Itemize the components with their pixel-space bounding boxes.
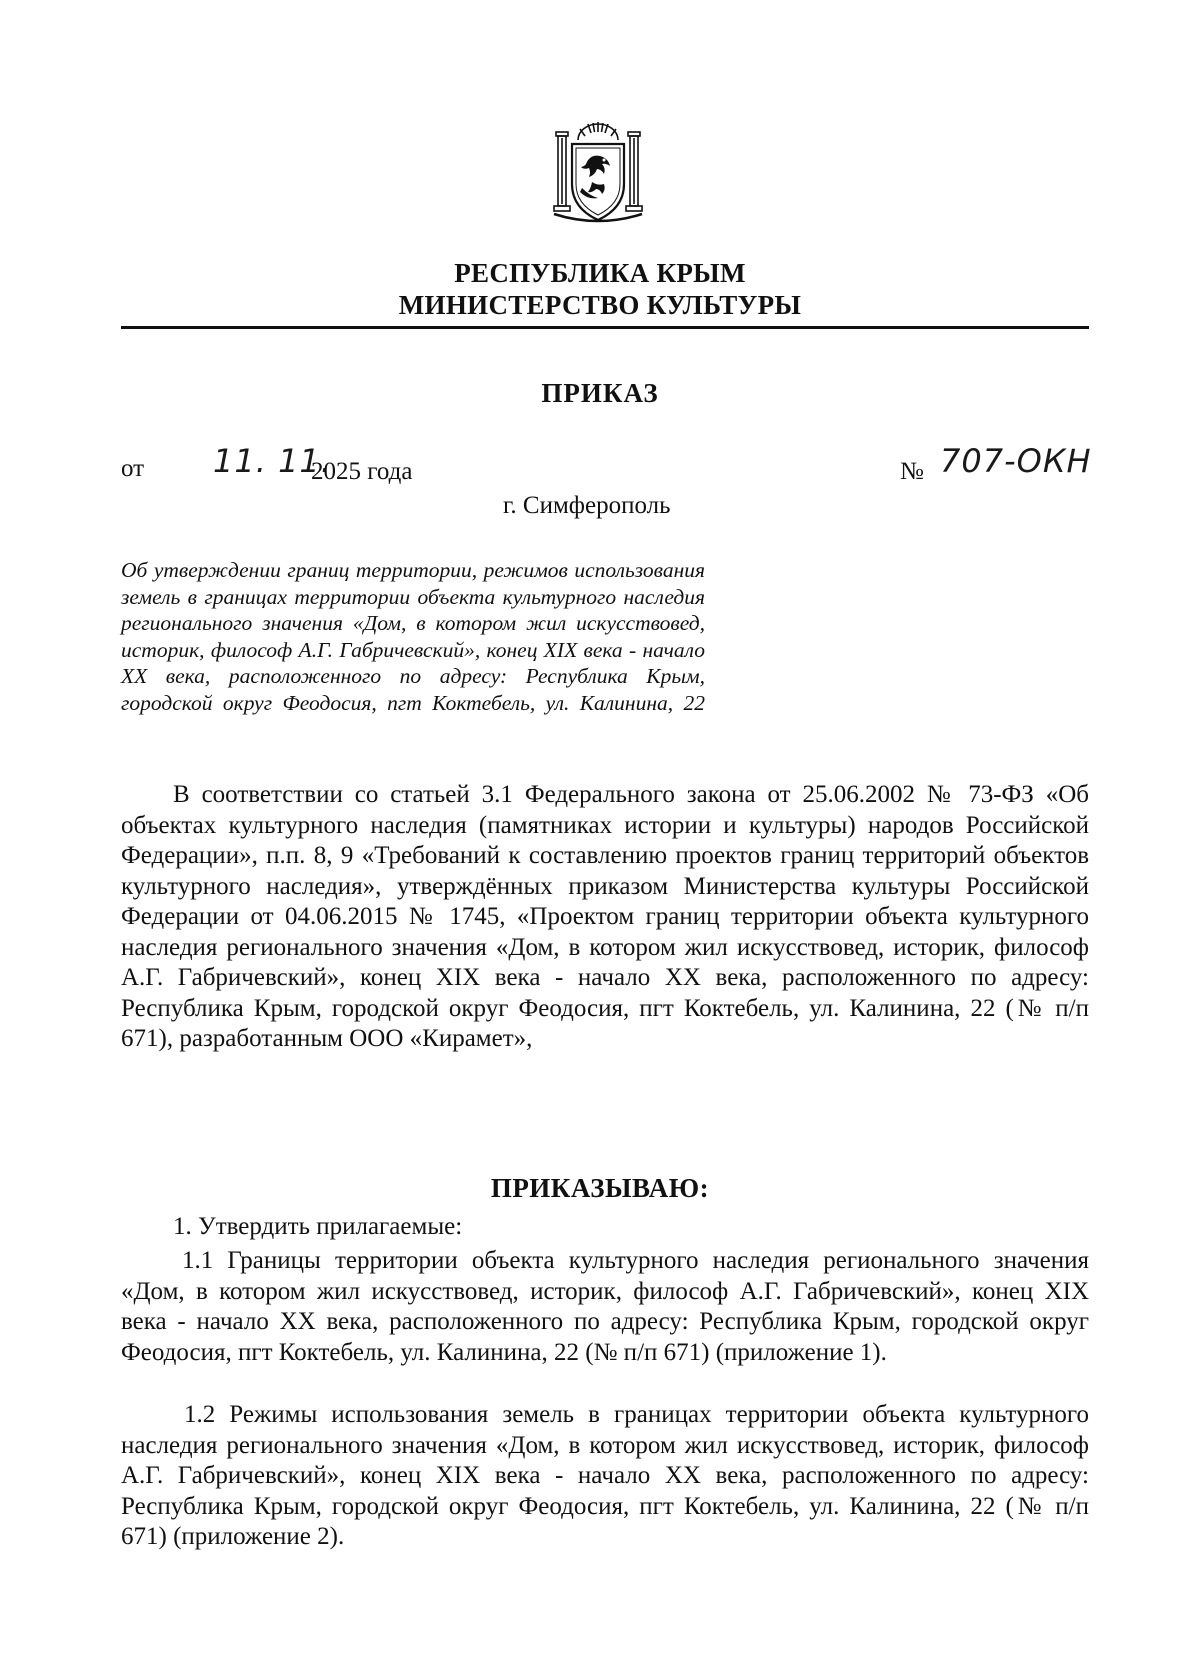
item-1-2: 1.2 Режимы использования земель в границах территории объекта культурного наследия регионального значения «Дом, в котором жил искусствовед, историк, философ А.Г. Габричевский», конец XIX века - начало XX века, расположенного по адресу: Республика Крым, городской округ Феодосия, пгт Коктебель, ул. Калинина, 22 (№ п/п 671) (приложение 2). [121, 1401, 1089, 1550]
item-1-1: 1.1 Границы территории объекта культурного наследия регионального значения «Дом, в котором жил искусствовед, историк, философ А.Г. Габричевский», конец XIX века - начало XX века, расположенного по адресу: Республика Крым, городской округ Феодосия, пгт Коктебель, ул. Калинина, 22 (№ п/п 671) (приложение 1). [121, 1247, 1089, 1366]
crimea-coat-of-arms-icon [548, 118, 648, 226]
city: г. Симферополь [503, 492, 671, 519]
handwritten-date: 11. 11. [213, 442, 332, 480]
item-1: 1. Утвердить прилагаемые: [173, 1213, 463, 1240]
order-word: ПРИКАЗЫВАЮ: [490, 1173, 710, 1203]
header-divider [121, 326, 1089, 329]
date-prefix: от [121, 455, 145, 482]
preamble-paragraph: В соответствии со статьей 3.1 Федерального закона от 25.06.2002 № 73-ФЗ «Об объектах культурного наследия (памятниках истории и культуры) народов Российской Федерации», п.п. 8, 9 «Требований к составлению проектов границ территорий объектов культурного наследия», утверждённых приказом Министерства культуры Российской Федерации от 04.06.2015 № 1745, «Проектом границ территории объекта культурного наследия регионального значения «Дом, в котором жил искусствовед, историк, философ А.Г. Габричевский», конец XIX века - начало XX века, расположенного по адресу: Республика Крым, городской округ Феодосия, пгт Коктебель, ул. Калинина, 22 (№ п/п 671), разработанным ООО «Кирамет», [121, 781, 1089, 1052]
header-republic: РЕСПУБЛИКА КРЫМ [454, 258, 746, 288]
handwritten-number: 707-ОКН [940, 442, 1092, 480]
number-sign: № [900, 458, 924, 485]
header-ministry: МИНИСТЕРСТВО КУЛЬТУРЫ [398, 290, 802, 320]
order-subject: Об утверждении границ территории, режимов использования земель в границах территории объекта культурного наследия регионального значения «Дом, в котором жил искусствовед, историк, философ А.Г. Габричевский», конец XIX века - начало XX века, расположенного по адресу: Республика Крым, городской округ Феодосия, пгт Коктебель, ул. Калинина, 22 [121, 558, 705, 715]
date-year: 2025 года [311, 458, 413, 485]
document-type: ПРИКАЗ [541, 378, 659, 408]
